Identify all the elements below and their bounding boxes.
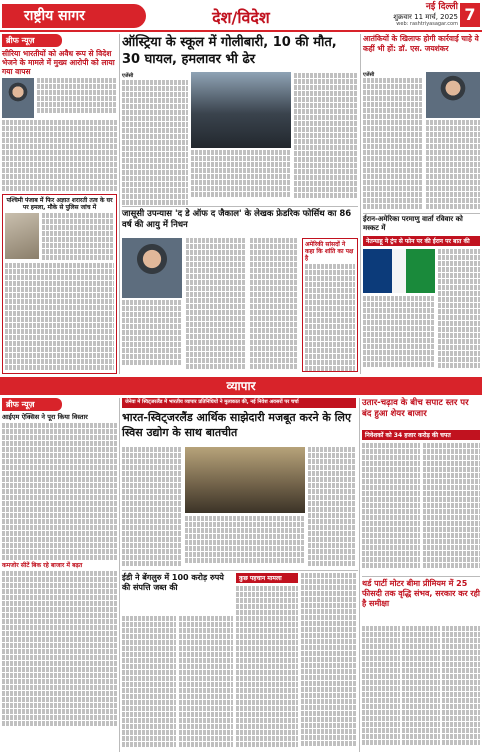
iran-story-headline-block: [363, 215, 480, 235]
left-brief-column: [2, 34, 117, 374]
boxed-story-photo: [5, 213, 39, 259]
boxed-story-title: पश्चिमी पंजाब में फिर अज्ञात शरारती तत्व के घर पर हमला, मौके से पुलिस जांच में: [6, 197, 113, 211]
iran-story-strap: नेतन्याहू ने ट्रंप से फोन पर की ईरान पर बात की: [363, 236, 480, 246]
edition-date: शुक्रवार 11 मार्च, 2025: [393, 13, 458, 21]
header-rule: [0, 30, 482, 32]
edition-city: नई दिल्ली: [425, 2, 458, 12]
business-section-bar: व्यापार: [0, 377, 482, 395]
lead-story-headline-block: [122, 34, 358, 70]
right-story-headline-block: [363, 34, 480, 68]
page-header: [0, 0, 482, 30]
right-story-headline: आतंकियों के खिलाफ होगी कार्रवाई चाहे वे कहीं भी हों: डॉ. एस. जयशंकर: [363, 34, 479, 53]
biz-lead-strap: जेनेवा में स्विट्जरलैंड में भारतीय व्यापार प्रतिनिधियों ने मुलाकात की, नई निवेश अवसरों पर चर्चा: [122, 398, 356, 408]
biz-meeting-photo: [185, 447, 305, 513]
column-divider: [119, 34, 120, 374]
biz-lead-headline-block: [122, 410, 356, 444]
left-bottom-title: आईएम ऐक्सिस ने पूरा किया विस्तार: [2, 413, 88, 421]
section-title: देश/विदेश: [212, 8, 270, 27]
iran-story-headline: ईरान-अमेरिका परमाणु वार्ता रविवार को मस्कट में: [363, 215, 463, 232]
lead-col1: एजेंसी: [122, 73, 188, 203]
left-bottom-column: [2, 398, 117, 752]
jaishankar-photo: [426, 72, 480, 118]
motor-insurance-headline-block: [362, 579, 480, 623]
market-strap: निवेशकों को 34 हजार करोड़ की चपत: [362, 430, 480, 440]
ed-story-strap: कुछ पहचान मामला: [236, 573, 298, 583]
left-bottom-subtitle: कमजोर सीटें बिक रहे बाजार में बढ़त: [2, 562, 83, 569]
ed-story-headline: ईडी ने बेंगलुरु में 100 करोड़ रुपये की संपत्ति जब्त की: [122, 573, 224, 592]
small-story-headline: अमेरिकी सांसदों ने कहा कि शांति का पक्ष है: [305, 241, 354, 262]
iran-flags-photo: [363, 249, 435, 293]
boxed-story: [2, 194, 117, 374]
lead-col3: [294, 73, 358, 203]
motor-insurance-headline: थर्ड पार्टी मोटर बीमा प्रीमियम में 25 फीसदी तक वृद्धि संभव, सरकार कर रही है समीक्षा: [362, 579, 480, 608]
market-headline: उतार-चढ़ाव के बीच सपाट स्तर पर बंद हुआ शेयर बाजार: [362, 398, 469, 419]
market-headline-block: [362, 398, 480, 428]
lead-photo-police: [191, 72, 291, 148]
mid-story-headline-block: [122, 209, 358, 235]
biz-lead-headline: भारत-स्विट्जरलैंड आर्थिक साझेदारी मजबूत करने के लिए स्विस उद्योग के साथ बातचीत: [122, 411, 352, 439]
brief-photo: [2, 78, 34, 118]
mid-story-headline: जासूसी उपन्यास 'द डे ऑफ द जैकाल' के लेखक फ्रेडरिक फोर्सिथ का 86 वर्ष की आयु में निधन: [122, 209, 352, 230]
brief-label: ब्रीफ न्यूज़: [2, 34, 62, 47]
brief-story-body: [2, 78, 117, 118]
brief-label-bottom: ब्रीफ न्यूज़: [2, 398, 62, 411]
small-story-box: [302, 238, 358, 372]
page-number: 7: [460, 3, 480, 27]
ed-story-headline-block: [122, 573, 232, 613]
lead-headline: ऑस्ट्रिया के स्कूल में गोलीबारी, 10 की मौत, 30 घायल, हमलावर भी ढेर: [122, 35, 337, 67]
author-photo: [122, 238, 182, 298]
edition-website: web: rashtriyasagar.com: [396, 21, 458, 27]
brief-story-title: सीरिया भारतीयों को अवैध रूप से विदेश भेजने के मामले में मुख्य आरोपी को लाया गया वापस: [2, 49, 115, 76]
masthead: राष्ट्रीय सागर: [2, 4, 146, 28]
lead-col2: [191, 150, 291, 202]
